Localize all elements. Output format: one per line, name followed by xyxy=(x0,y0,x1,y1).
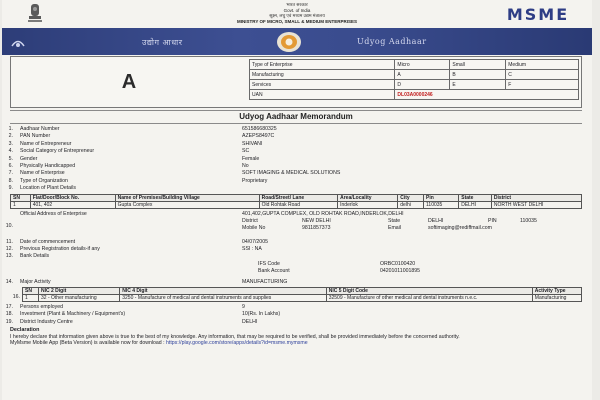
table-cell: Inderlok xyxy=(338,201,398,208)
enterprise-type-cell: Services xyxy=(250,80,395,90)
bank-account-label: Bank Account xyxy=(258,267,290,274)
table-cell: Manufacturing xyxy=(532,295,581,302)
bank-account-value: 04201011001895 xyxy=(380,267,421,274)
field-label: Investment (Plant & Machinery / Equipment's) xyxy=(20,311,126,318)
msme-logo-text: MSME xyxy=(506,5,570,24)
field-row xyxy=(10,178,582,185)
signal-icon xyxy=(10,35,26,48)
uan-label: UAN xyxy=(250,90,395,100)
field-label: District Industry Centre xyxy=(20,318,73,325)
memorandum-title: Udyog Aadhaar Memorandum xyxy=(10,110,582,124)
enterprise-type-cell: C xyxy=(506,70,579,80)
field-value: 651586680325 xyxy=(242,126,277,132)
field-value: Female xyxy=(242,155,260,162)
table-cell: Gupta Complex xyxy=(115,201,259,208)
field-value: No xyxy=(242,162,249,169)
field-value: SOFT IMAGING & MEDICAL SOLUTIONS xyxy=(242,170,341,177)
field-label: PAN Number xyxy=(20,133,51,140)
nic-section xyxy=(10,287,582,302)
field-label: Date of commencement xyxy=(20,238,76,245)
memorandum-body xyxy=(5,56,582,347)
field-number: 3. xyxy=(8,140,13,147)
table-cell: 1 xyxy=(23,295,39,302)
enterprise-type-cell: F xyxy=(506,80,579,90)
table-cell: 32509 - Manufacture of other medical and dental instruments n.e.c. xyxy=(326,295,532,302)
enterprise-type-row xyxy=(250,70,579,80)
field-number: 1. xyxy=(8,126,13,132)
enterprise-type-table xyxy=(249,59,579,100)
email-label: Email xyxy=(388,224,401,231)
field-label: Name of Entrepreneur xyxy=(20,140,72,147)
field-number: 9. xyxy=(8,185,13,192)
field-row xyxy=(5,245,582,253)
udyog-seal-icon xyxy=(274,30,304,54)
table-row xyxy=(11,201,582,208)
enterprise-type-cell: Manufacturing xyxy=(250,70,395,80)
field-row xyxy=(5,311,582,318)
plant-table-header: State xyxy=(459,194,492,201)
major-activity-value: MANUFACTURING xyxy=(242,278,288,285)
table-cell: 110035 xyxy=(424,201,459,208)
ifs-value: ORBC0100420 xyxy=(380,260,416,267)
ifs-label: IFS Code xyxy=(258,260,280,267)
field-number: 10. xyxy=(5,222,13,229)
nic-table-header: NIC 4 Digit xyxy=(120,288,326,295)
pin-label: PIN xyxy=(488,217,497,224)
field-label: Type of Organization xyxy=(20,177,68,184)
field-value: AZEPS8497C xyxy=(242,133,275,140)
field-row xyxy=(10,133,582,140)
field-row xyxy=(10,185,582,192)
field-value: 10(Rs. In Lakhs) xyxy=(242,311,281,318)
field-number: 6. xyxy=(8,162,13,169)
table-cell: 32 - Other manufacturing xyxy=(39,295,120,302)
official-address-label: Official Address of Enterprise xyxy=(20,210,87,217)
enterprise-type-cell: Micro xyxy=(395,60,450,70)
field-number: 2. xyxy=(8,133,13,140)
plant-table-header: Road/Street/ Lane xyxy=(259,194,337,201)
field-row xyxy=(10,156,582,163)
field-row xyxy=(10,163,582,170)
enterprise-type-cell: D xyxy=(395,80,450,90)
pin-value: 110035 xyxy=(520,217,537,224)
field-value: 9 xyxy=(242,304,245,311)
field-value: DELHI xyxy=(242,318,258,325)
field-number: 18. xyxy=(5,311,13,318)
field-value: 04/07/2005 xyxy=(242,238,268,245)
field-row xyxy=(10,141,582,148)
plant-table-header: District xyxy=(491,194,581,201)
state-value: DELHI xyxy=(428,217,444,224)
uan-value: DL03A0000246 xyxy=(395,90,579,100)
plant-table-header: Name of Premises/Building Village xyxy=(115,194,259,201)
nic-table-header: NIC 2 Digit xyxy=(39,288,120,295)
field-value: SHIVANI xyxy=(242,140,263,147)
table-row xyxy=(23,295,582,302)
national-emblem-icon xyxy=(24,2,46,26)
district-value: NEW DELHI xyxy=(302,217,331,224)
field-number: 13. xyxy=(5,253,13,260)
table-cell: delhi xyxy=(398,201,424,208)
state-label: State xyxy=(388,217,401,224)
field-list-3 xyxy=(5,304,582,326)
field-number: 5. xyxy=(8,155,13,162)
field-list xyxy=(10,126,582,193)
plant-table-header: Area/Locality xyxy=(338,194,398,201)
field-label: Location of Plant Details xyxy=(20,185,76,192)
nic-table-header: NIC 5 Digit Code xyxy=(326,288,532,295)
field-number: 7. xyxy=(8,170,13,177)
field-row xyxy=(10,170,582,177)
field-number: 19. xyxy=(5,318,13,325)
field-row xyxy=(5,253,582,260)
enterprise-type-cell: Type of Enterprise xyxy=(250,60,395,70)
gov-line: Govt. of India xyxy=(283,7,311,13)
mobile-app-link[interactable]: https://play.google.com/store/apps/details?id=msme.mymsme xyxy=(166,340,308,347)
table-cell: DELHI xyxy=(459,201,492,208)
nic-table-header: SN xyxy=(23,288,39,295)
ministry-line: MINISTRY OF MICRO, SMALL & MEDIUM ENTERPRISES xyxy=(237,18,357,24)
field-number: 17. xyxy=(5,304,13,311)
field-number: 4. xyxy=(8,148,13,155)
field-label: Aadhaar Number xyxy=(20,126,60,132)
field-row xyxy=(10,148,582,155)
banner-hindi-title: उद्योग आधार xyxy=(142,38,183,47)
declaration-heading: Declaration xyxy=(10,327,40,334)
enterprise-type-cell: B xyxy=(450,70,506,80)
enterprise-type-cell: A xyxy=(395,70,450,80)
field-number: 16. xyxy=(12,294,20,301)
bank-details xyxy=(10,261,582,277)
plant-table-header: SN xyxy=(11,194,31,201)
nic-table-header: Activity Type xyxy=(532,288,581,295)
mobile-app-text: MyMsme Mobile App (Beta Version) is available now for download : xyxy=(10,340,165,347)
plant-table-header: Pin xyxy=(424,194,459,201)
declaration xyxy=(10,327,582,346)
enterprise-category xyxy=(11,57,247,107)
plant-location-table xyxy=(10,194,582,209)
field-row xyxy=(6,238,582,246)
hindi-gov-line: भारत सरकार xyxy=(286,2,308,7)
ministry-title-block xyxy=(172,2,422,24)
table-cell: 401, 402 xyxy=(30,201,115,208)
field-value: Proprietary xyxy=(242,177,268,184)
mobile-value: 9811857373 xyxy=(302,224,331,231)
enterprise-type-cell: E xyxy=(450,80,506,90)
declaration-text: I hereby declare that information given above is true to the best of my knowledge. Any information, that may be required to be verified, shall be provided immediately before the concerned authority. xyxy=(10,333,460,340)
major-activity xyxy=(5,278,582,286)
certificate-document xyxy=(2,0,592,400)
field-label: Physically Handicapped xyxy=(20,162,76,169)
field-label: Name of Enterprise xyxy=(20,170,65,177)
district-label: District xyxy=(242,217,258,224)
major-activity-label: Major Activity xyxy=(20,278,51,285)
field-number: 8. xyxy=(8,177,13,184)
field-label: Gender xyxy=(20,155,38,162)
plant-table-header: Flat/Door/Block No. xyxy=(30,194,115,201)
field-number: 11. xyxy=(6,238,13,245)
mobile-label: Mobile No xyxy=(242,224,266,231)
enterprise-type-row xyxy=(250,80,579,90)
plant-table-header: City xyxy=(398,194,424,201)
nic-code-table xyxy=(22,287,582,302)
msme-logo xyxy=(498,5,578,24)
field-number: 14. xyxy=(5,278,13,285)
field-label: Persons employed xyxy=(20,304,63,311)
banner-english-title: Udyog Aadhaar xyxy=(357,37,427,46)
table-cell: NORTH WEST DELHI xyxy=(491,201,581,208)
enterprise-type-cell: Medium xyxy=(506,60,579,70)
enterprise-type-cell: Small xyxy=(450,60,506,70)
table-cell: 1 xyxy=(11,201,31,208)
enterprise-type-box xyxy=(10,56,582,108)
field-label: Social Category of Entrepreneur xyxy=(20,148,95,155)
field-row xyxy=(5,318,582,326)
enterprise-type-row xyxy=(250,60,579,70)
field-value: SC xyxy=(242,148,250,155)
official-address-value: 401,402,GUPTA COMPLEX, OLD ROHTAK ROAD,INDERLOK,DELHI xyxy=(242,210,404,217)
field-list-2 xyxy=(5,238,582,261)
field-row xyxy=(10,126,582,133)
field-row xyxy=(5,304,582,311)
field-label: Previous Registration details-if any xyxy=(20,245,100,252)
table-cell: 3250 - Manufacture of medical and dental instruments and supplies xyxy=(120,295,326,302)
email-value: softimaging@rediffmail.com xyxy=(428,224,492,231)
field-value: SSI : NA xyxy=(242,245,262,252)
header xyxy=(2,0,592,28)
enterprise-category-letter: A xyxy=(121,70,137,93)
official-address xyxy=(5,210,582,239)
hindi-ministry-line: सूक्ष्म, लघु एवं मध्यम उद्यम मंत्रालय xyxy=(269,13,325,18)
field-label: Bank Details xyxy=(20,253,50,260)
table-cell: Old Rohtak Road xyxy=(259,201,337,208)
field-number: 12. xyxy=(5,245,13,252)
uan-row xyxy=(250,90,579,100)
udyog-aadhaar-banner xyxy=(2,28,592,55)
